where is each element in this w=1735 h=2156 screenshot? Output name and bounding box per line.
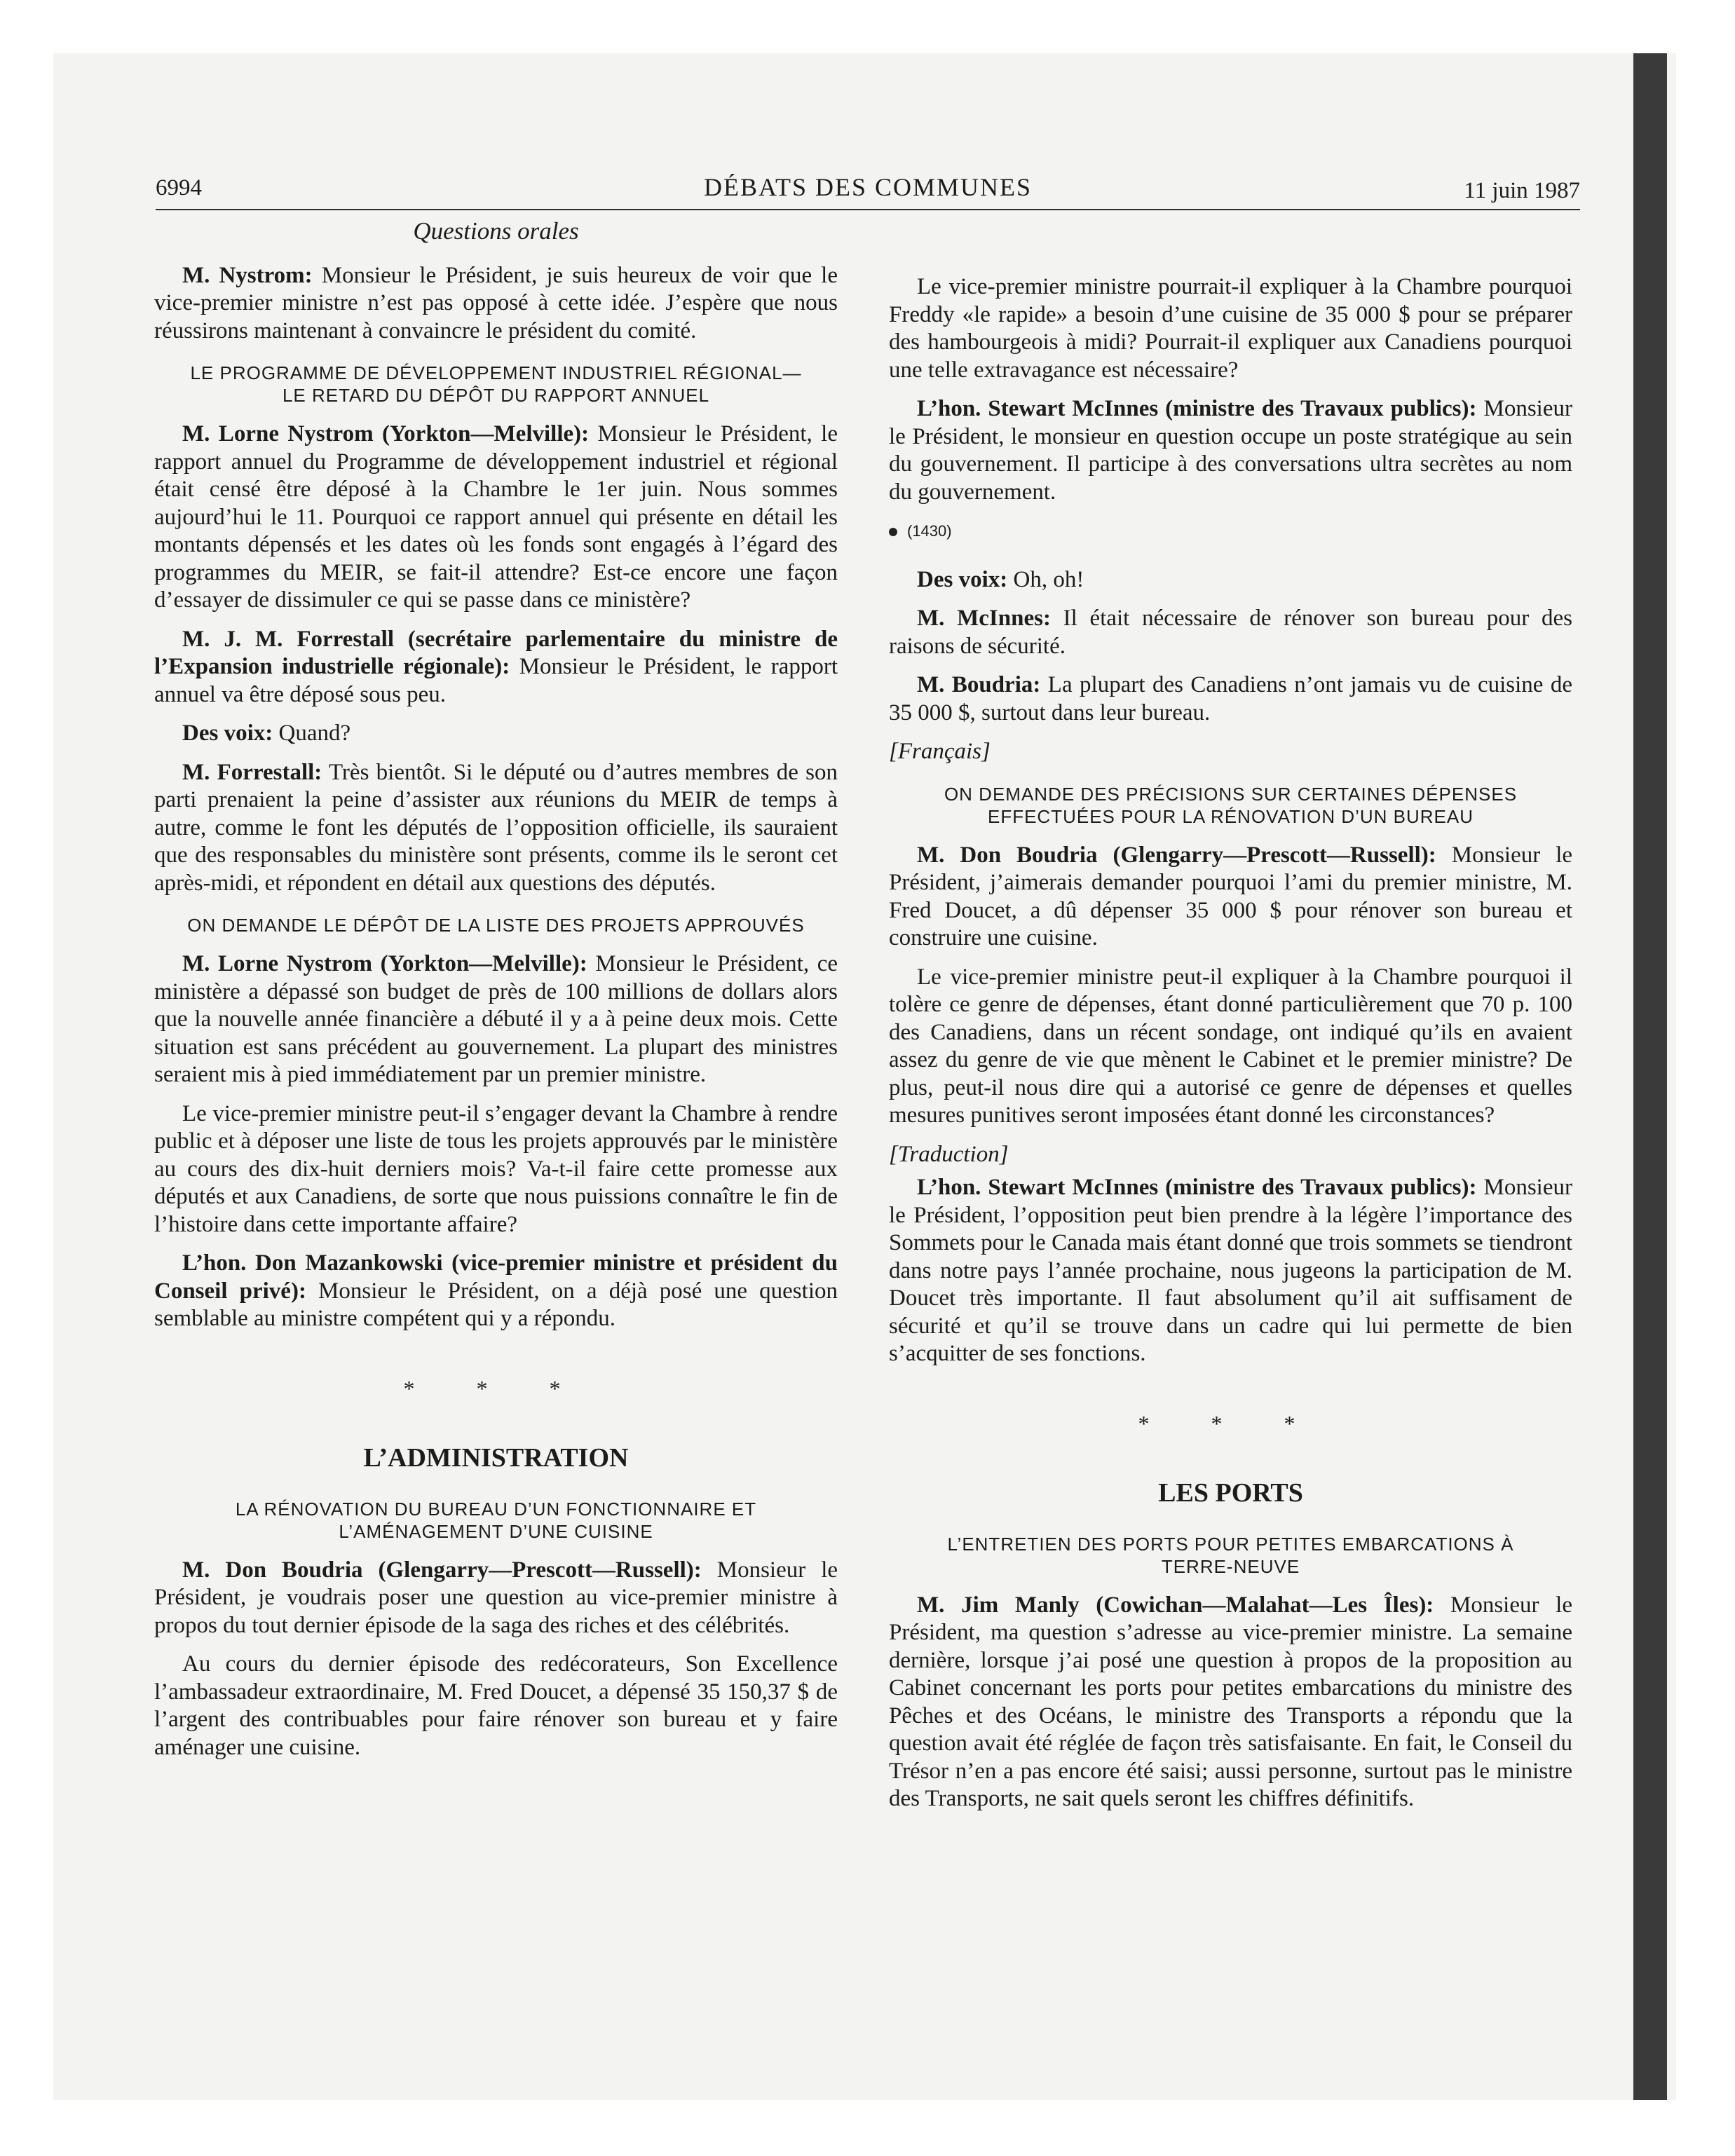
speaker: M. Don Boudria (Glengarry—Prescott—Russell):	[182, 1557, 702, 1583]
section-divider: * * *	[1138, 1410, 1324, 1436]
language-note: [Traduction]	[889, 1141, 1009, 1167]
subheading-line: L’ENTRETIEN DES PORTS POUR PETITES EMBARCATIONS À	[947, 1533, 1514, 1555]
subheading-line: LE RETARD DU DÉPÔT DU RAPPORT ANNUEL	[282, 385, 710, 406]
paragraph	[154, 626, 838, 709]
right-column	[889, 273, 1572, 1824]
language-note: [Français]	[889, 739, 991, 764]
speaker: Des voix:	[917, 566, 1008, 592]
scan-edge	[1633, 53, 1667, 2100]
speaker: M. J. M. Forrestall (secrétaire parlementaire du ministre de l’Expansion industrielle régionale):	[154, 626, 838, 679]
speaker: L’hon. Stewart McInnes (ministre des Travaux publics):	[917, 396, 1477, 421]
speaker: M. Forrestall:	[182, 759, 322, 785]
paragraph	[889, 671, 1572, 727]
speech: La plupart des Canadiens n’ont jamais vu de cuisine de 35 000 $, surtout dans leur bureau.	[889, 672, 1573, 725]
paragraph	[154, 720, 838, 748]
subheading	[896, 1533, 1565, 1578]
publication-title: DÉBATS DES COMMUNES	[703, 173, 1033, 201]
subheading	[161, 362, 831, 407]
subheading-line: LA RÉNOVATION DU BUREAU D’UN FONCTIONNAIRE ET	[235, 1498, 757, 1520]
subheading-line: ON DEMANDE DES PRÉCISIONS SUR CERTAINES DÉPENSES	[944, 783, 1518, 805]
paragraph	[889, 605, 1572, 660]
subheading-line: L’AMÉNAGEMENT D’UNE CUISINE	[339, 1520, 653, 1542]
speech: Monsieur le Président, le monsieur en question occupe un poste stratégique au sein du gouvernement. Il participe à des conversations ultra secrètes au nom du gouvernement.	[889, 396, 1572, 505]
paragraph: Le vice-premier ministre peut-il s’engager devant la Chambre à rendre public et à déposer une liste de tous les projets approuvés par le ministère au cours des dix-huit derniers mois? Va-t-il faire cette promesse aux députés et aux Canadiens, de sorte que nous puissions connaître le fin de l’histoire dans cette importante affaire?	[154, 1100, 838, 1237]
speech: Monsieur le Président, ma question s’adresse au vice-premier ministre. La semaine dernière, lorsque j’ai posé une question à propos de la proposition au Cabinet concernant les ports pour petites embarcations du ministre des Pêches et des Océans, le ministre des Transports a répondu que la question avait été réglée de façon très satisfaisante. En fait, le Conseil du Trésor n’en a pas encore été saisi; aussi personne, surtout pas le ministre des Transports, ne sait quels seront les chiffres définitifs.	[889, 1592, 1572, 1811]
speaker: M. Boudria:	[917, 672, 1041, 697]
subheading	[896, 783, 1565, 828]
time-label: (1430)	[907, 522, 952, 540]
speaker: M. Lorne Nystrom (Yorkton—Melville):	[182, 421, 590, 446]
paragraph	[889, 842, 1572, 953]
paragraph: Le vice-premier ministre peut-il expliquer à la Chambre pourquoi il tolère ce genre de dépenses, étant donné particulièrement que 70 p. 100 des Canadiens, dans un récent sondage, ont indiqué qu’ils en avaient assez du genre de vie que mènent le Cabinet et le premier ministre? De plus, peut-il nous dire qui a autorisé ce genre de dépenses et quelles mesures punitives seront imposées étant donné les circonstances?	[889, 964, 1572, 1128]
page-number: 6994	[156, 175, 202, 200]
speaker: M. Don Boudria (Glengarry—Prescott—Russell):	[917, 842, 1436, 868]
section-heading: L’ADMINISTRATION	[363, 1443, 629, 1473]
speech: Monsieur le Président, on a déjà posé une question semblable au ministre compétent qui y a répondu.	[154, 1278, 838, 1331]
speech: Très bientôt. Si le député ou d’autres membres de son parti prenaient la peine d’assister aux réunions du MEIR de temps à autre, comme le font les députés de l’opposition officielle, ils sauraient que des responsables du ministère sont présents, comme ils le seront cet après-midi, et répondent en détail aux questions des députés.	[154, 759, 838, 896]
subheading-line: TERRE-NEUVE	[1161, 1555, 1300, 1577]
section-heading: LES PORTS	[1158, 1478, 1303, 1508]
speech: Monsieur le Président, le rapport annuel va être déposé sous peu.	[154, 654, 838, 707]
speech: Il était nécessaire de rénover son bureau pour des raisons de sécurité.	[889, 606, 1573, 659]
speaker: Des voix:	[182, 721, 273, 746]
speaker: L’hon. Stewart McInnes (ministre des Travaux publics):	[917, 1175, 1477, 1200]
speech: Monsieur le Président, le rapport annuel du Programme de développement industriel et régional était censé être déposé à la Chambre le 1er juin. Nous sommes aujourd’hui le 11. Pourquoi ce rapport annuel qui présente en détail les montants dépensés et les dates où les fonds sont engagés à l’égard des programmes du MEIR, se fait-il attendre? Est-ce encore une façon d’essayer de dissimuler ce qui se passe dans ce ministère?	[154, 421, 838, 613]
page-header	[156, 172, 1580, 210]
paragraph: Le vice-premier ministre pourrait-il expliquer à la Chambre pourquoi Freddy «le rapide» a besoin d’une cuisine de 35 000 $ pour se préparer des hambourgeois à midi? Pourrait-il expliquer aux Canadiens pourquoi une telle extravagance est nécessaire?	[889, 274, 1572, 383]
paragraph	[154, 1250, 838, 1333]
paragraph	[154, 1557, 838, 1640]
subheading-line: EFFECTUÉES POUR LA RÉNOVATION D’UN BUREAU	[987, 805, 1474, 827]
speech: Monsieur le Président, l’opposition peut bien prendre à la légère l’importance des Sommets pour le Canada mais étant donné que trois sommets se tiendront dans notre pays l’année prochaine, nous jugeons la participation de M. Doucet très importante. Il faut absolument qu’il ait suffisament de sécurité et qu’il se trouve dans un cadre qui lui permette de bien s’acquitter de ses fonctions.	[889, 1175, 1572, 1366]
speaker: M. McInnes:	[917, 606, 1051, 631]
subheading-line: ON DEMANDE LE DÉPÔT DE LA LISTE DES PROJETS APPROUVÉS	[187, 915, 805, 936]
paragraph	[154, 759, 838, 898]
paragraph	[154, 262, 838, 346]
paragraph	[889, 1592, 1572, 1813]
section-divider: * * *	[403, 1375, 589, 1401]
speaker: L’hon. Don Mazankowski (vice-premier ministre et président du Conseil privé):	[154, 1250, 838, 1304]
subheading-line: LE PROGRAMME DE DÉVELOPPEMENT INDUSTRIEL RÉGIONAL—	[190, 362, 802, 383]
paragraph	[154, 950, 838, 1089]
speaker: M. Jim Manly (Cowichan—Malahat—Les Îles):	[917, 1592, 1434, 1618]
speech: Monsieur le Président, ce ministère a dépassé son budget de près de 100 millions de dollars alors que la nouvelle année financière a débuté il y a à peine deux mois. Cette situation est sans précédent au gouvernement. La plupart des ministres seraient mis à pied immédiatement par un premier ministre.	[154, 951, 838, 1087]
paragraph	[889, 566, 1572, 594]
paragraph: Au cours du dernier épisode des redécorateurs, Son Excellence l’ambassadeur extraordinaire, M. Fred Doucet, a dépensé 35 150,37 $ de l’argent des contribuables pour faire rénover son bureau et y faire aménager une cuisine.	[154, 1651, 838, 1760]
bullet-icon	[889, 528, 897, 536]
paragraph	[889, 395, 1572, 506]
speech: Oh, oh!	[1007, 566, 1084, 592]
page-date: 11 juin 1987	[1464, 178, 1580, 203]
speech: Monsieur le Président, je suis heureux de voir que le vice-premier ministre n’est pas opposé à cette idée. J’espère que nous réussirons maintenant à convaincre le président du comité.	[154, 262, 838, 343]
paragraph	[889, 1174, 1572, 1368]
speaker: M. Nystrom:	[182, 262, 313, 288]
time-marker	[889, 517, 1572, 545]
speaker: M. Lorne Nystrom (Yorkton—Melville):	[182, 951, 587, 976]
paragraph	[154, 421, 838, 615]
speech: Monsieur le Président, je voudrais poser une question au vice-premier ministre à propos du tout dernier épisode de la saga des riches et des célébrités.	[154, 1557, 838, 1638]
subheading	[161, 914, 831, 936]
running-head: Questions orales	[413, 217, 579, 245]
speech: Quand?	[273, 721, 351, 746]
subheading	[161, 1498, 831, 1543]
speech: Monsieur le Président, j’aimerais demander pourquoi l’ami du premier ministre, M. Fred Doucet, a dû dépenser 35 000 $ pour rénover son bureau et construire une cuisine.	[889, 842, 1573, 950]
left-column	[154, 217, 838, 1773]
